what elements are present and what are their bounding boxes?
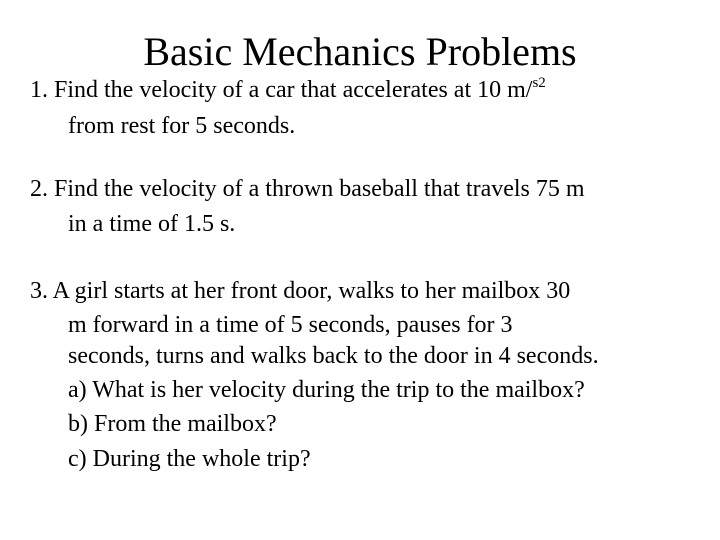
problem-1-text: 1. Find the velocity of a car that accelerates at 10 m/	[30, 77, 533, 103]
problem-1-line-1	[30, 76, 546, 107]
problem-3-part-c: c) During the whole trip?	[68, 446, 311, 472]
problem-2-line-1: 2. Find the velocity of a thrown baseball that travels 75 m	[30, 176, 585, 202]
problem-1-line-2: from rest for 5 seconds.	[68, 113, 296, 139]
problem-3-line-2: m forward in a time of 5 seconds, pauses for 3	[68, 312, 513, 338]
problem-1-unit-superscript: s2	[532, 75, 546, 91]
problem-3-line-3: seconds, turns and walks back to the door in 4 seconds.	[68, 343, 599, 369]
problem-3-line-1: 3. A girl starts at her front door, walks to her mailbox 30	[30, 278, 571, 304]
slide-title: Basic Mechanics Problems	[143, 29, 577, 74]
problem-2-line-2: in a time of 1.5 s.	[68, 211, 236, 237]
problem-3-part-b: b) From the mailbox?	[68, 411, 277, 437]
problem-3-part-a: a) What is her velocity during the trip to the mailbox?	[68, 377, 585, 403]
